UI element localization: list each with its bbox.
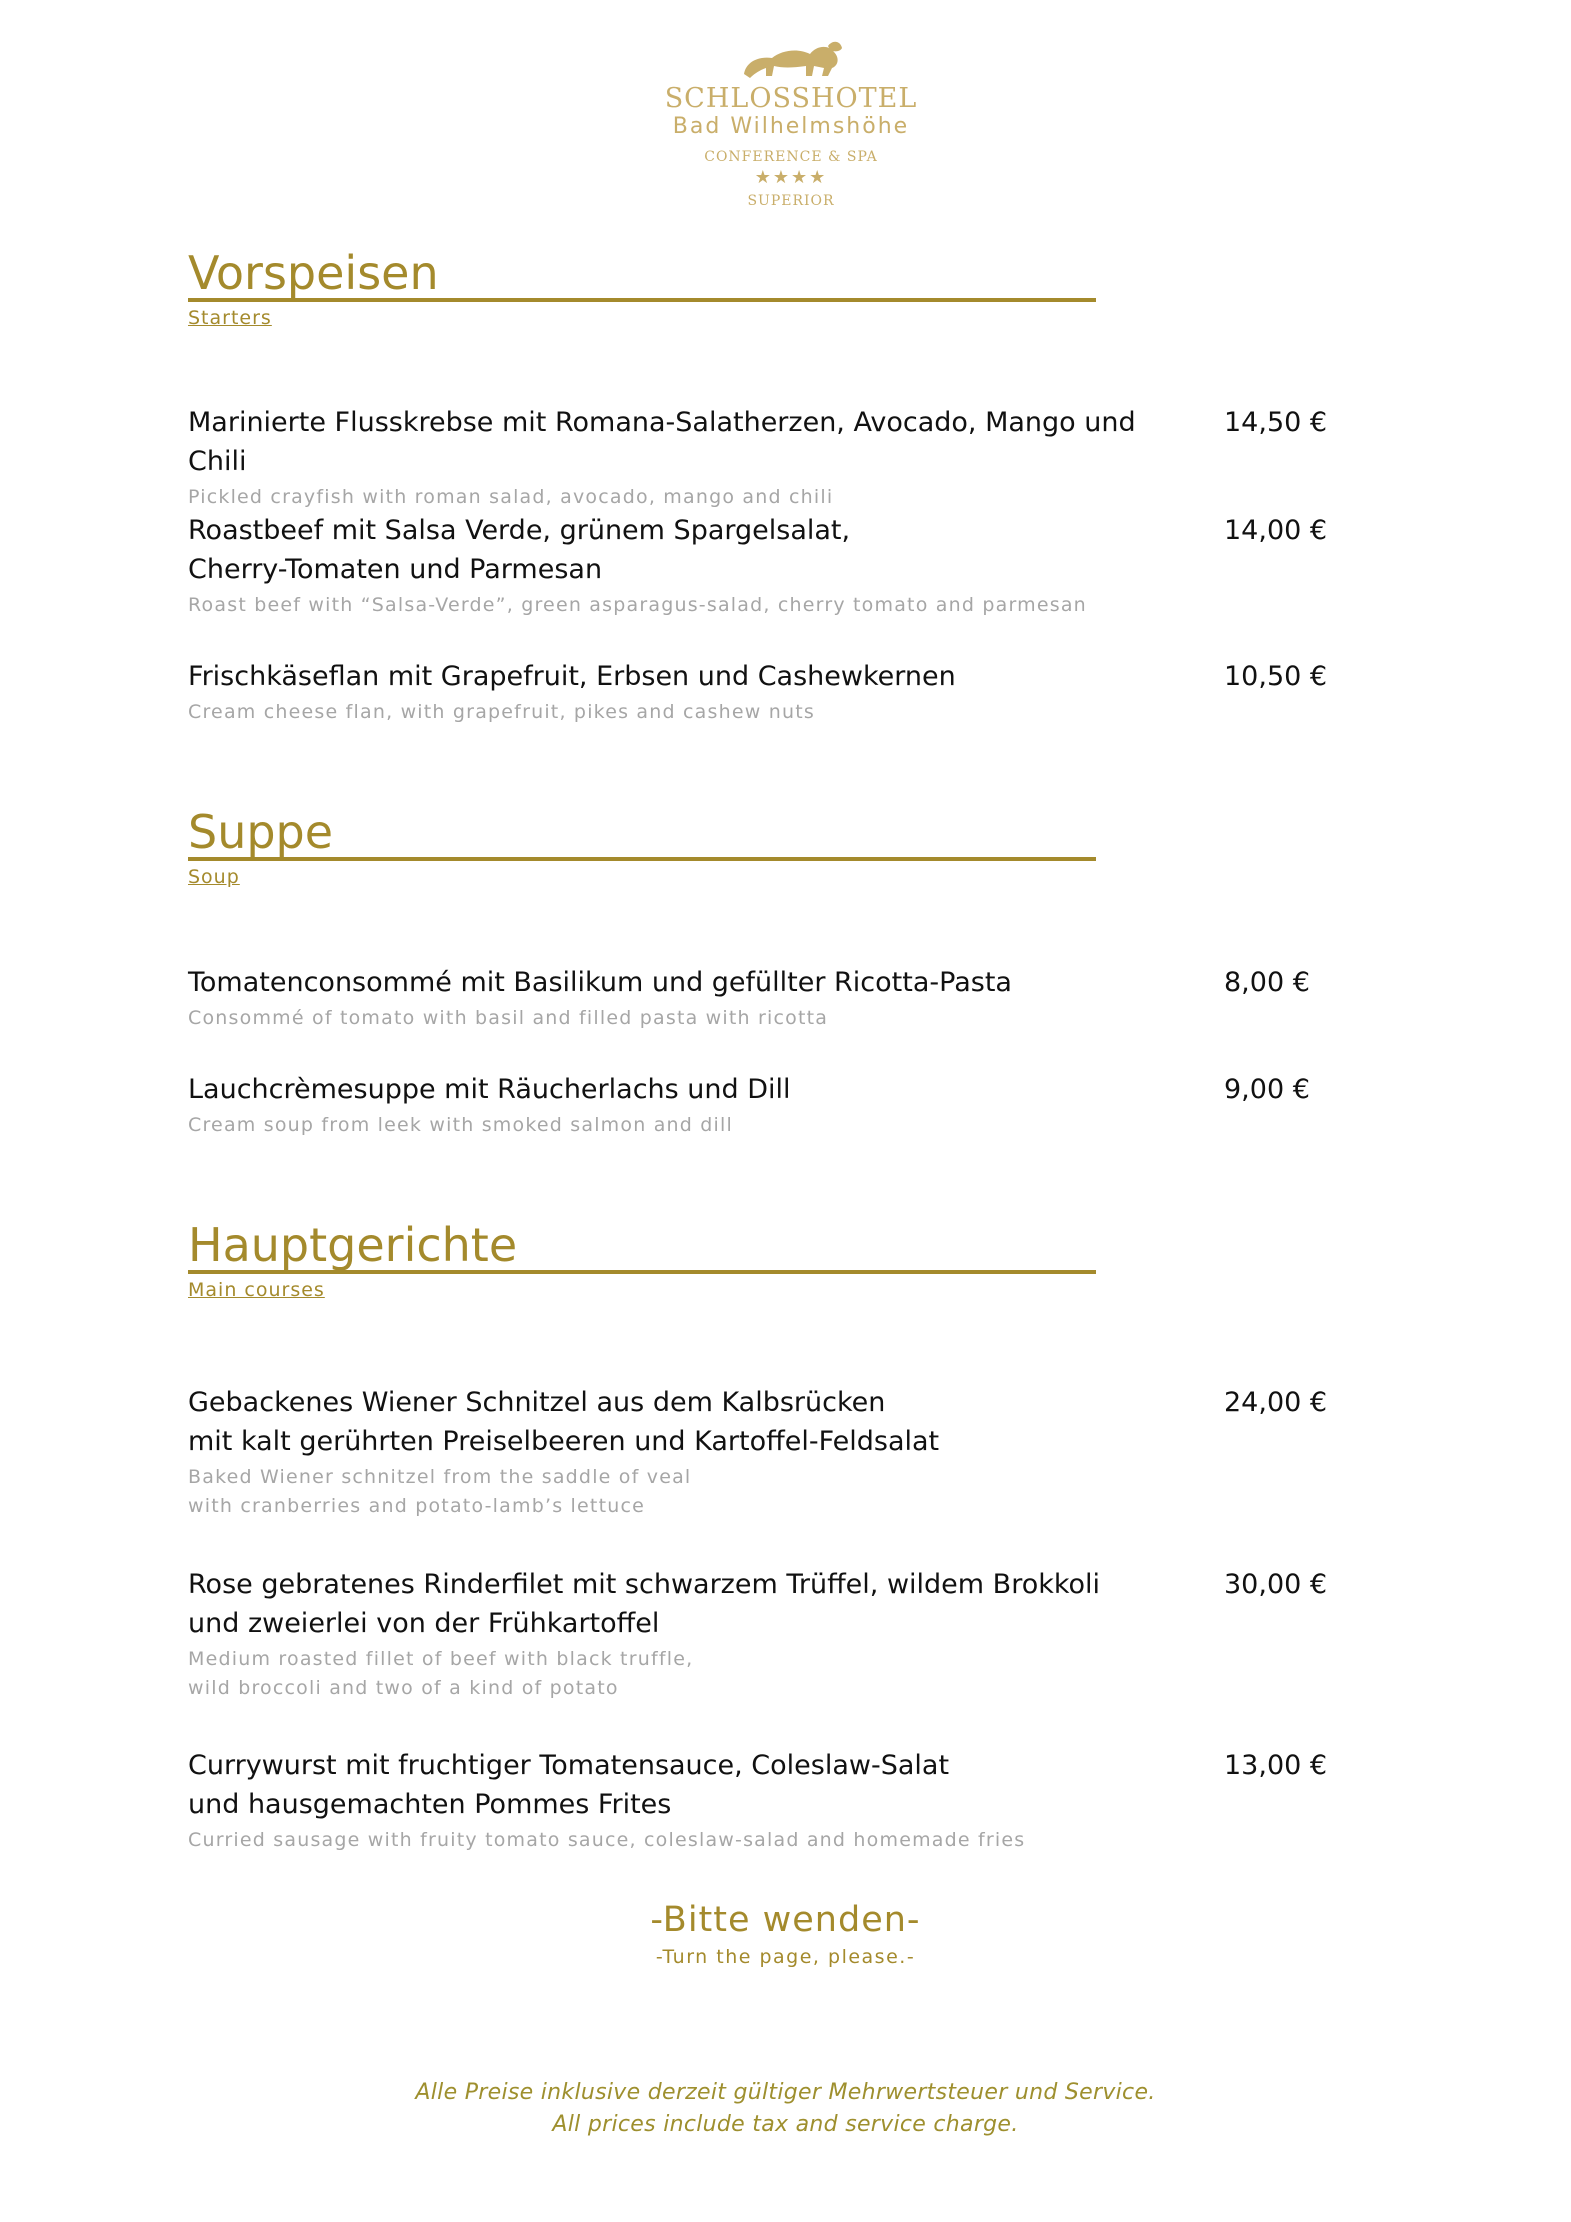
item-price: 9,00 € [1224,1074,1310,1105]
logo-category: SUPERIOR [747,193,835,209]
section-subtitle: Starters [188,307,272,329]
item-name: Tomatenconsommé mit Basilikum und gefüllter Ricotta-Pasta [188,967,1012,998]
item-price: 14,00 € [1224,515,1328,546]
item-english: wild broccoli and two of a kind of potato [188,1677,619,1699]
item-english: Consommé of tomato with basil and filled pasta with ricotta [188,1007,829,1029]
item-name: Currywurst mit fruchtiger Tomatensauce, Coleslaw-Salat [188,1750,950,1781]
section-title: Vorspeisen [188,246,1096,302]
item-english: with cranberries and potato-lamb’s lettuce [188,1495,645,1517]
item-name: Marinierte Flusskrebse mit Romana-Salatherzen, Avocado, Mango und Chili [188,407,1136,477]
item-name: und zweierlei von der Frühkartoffel [188,1608,660,1639]
item-price: 8,00 € [1224,967,1310,998]
logo-tagline: CONFERENCE & SPA [704,149,878,165]
item-price: 30,00 € [1224,1569,1328,1600]
section-title: Hauptgerichte [188,1218,1096,1274]
footer-english: All prices include tax and service charge. [552,2112,1019,2137]
logo-name: SCHLOSSHOTEL [664,83,918,114]
section-title: Suppe [188,805,1096,861]
menu-item [188,657,1338,727]
item-name: mit kalt gerührten Preiselbeeren und Kartoffel-Feldsalat [188,1426,940,1457]
lion-emblem-icon [736,36,846,82]
section-subtitle: Soup [188,866,240,888]
item-name: Roastbeef mit Salsa Verde, grünem Spargelsalat, [188,515,851,546]
menu-item [188,963,1338,1033]
item-english: Curried sausage with fruity tomato sauce, coleslaw-salad and homemade fries [188,1829,1026,1851]
menu-item [188,1383,1338,1521]
item-name: Frischkäseflan mit Grapefruit, Erbsen und Cashewkernen [188,661,956,692]
logo-location: Bad Wilhelmshöhe [672,114,910,139]
menu-item [188,1746,1338,1855]
menu-item [188,1070,1338,1140]
item-name: Rose gebratenes Rinderfilet mit schwarzem Trüffel, wildem Brokkoli [188,1569,1101,1600]
item-english: Medium roasted fillet of beef with black truffle, [188,1648,694,1670]
footer-german: Alle Preise inklusive derzeit gültiger Mehrwertsteuer und Service. [415,2080,1156,2105]
item-price: 14,50 € [1224,407,1328,438]
item-price: 24,00 € [1224,1387,1328,1418]
menu-item [188,1565,1338,1703]
item-english: Roast beef with “Salsa-Verde”, green asparagus-salad, cherry tomato and parmesan [188,594,1087,616]
hotel-logo [660,36,922,212]
section-main-courses [188,1218,1368,1302]
item-price: 10,50 € [1224,661,1328,692]
item-english: Cream soup from leek with smoked salmon and dill [188,1114,733,1136]
turn-page-title: -Bitte wenden- [650,1900,921,1940]
item-english: Baked Wiener schnitzel from the saddle of veal [188,1466,692,1488]
item-name: Cherry-Tomaten und Parmesan [188,554,603,585]
menu-item [188,403,1338,512]
turn-page-note [0,1898,1571,1972]
item-name: Gebackenes Wiener Schnitzel aus dem Kalbsrücken [188,1387,886,1418]
logo-stars: ★★★★ [754,167,828,188]
price-footer [0,2077,1571,2141]
turn-page-subtitle: -Turn the page, please.- [655,1946,916,1968]
menu-item [188,511,1338,620]
section-starters [188,246,1368,330]
item-english: Pickled crayfish with roman salad, avocado, mango and chili [188,486,834,508]
item-name: Lauchcrèmesuppe mit Räucherlachs und Dill [188,1074,791,1105]
section-subtitle: Main courses [188,1279,325,1301]
item-name: und hausgemachten Pommes Frites [188,1789,672,1820]
section-soup [188,805,1368,889]
item-english: Cream cheese flan, with grapefruit, pikes and cashew nuts [188,701,815,723]
item-price: 13,00 € [1224,1750,1328,1781]
